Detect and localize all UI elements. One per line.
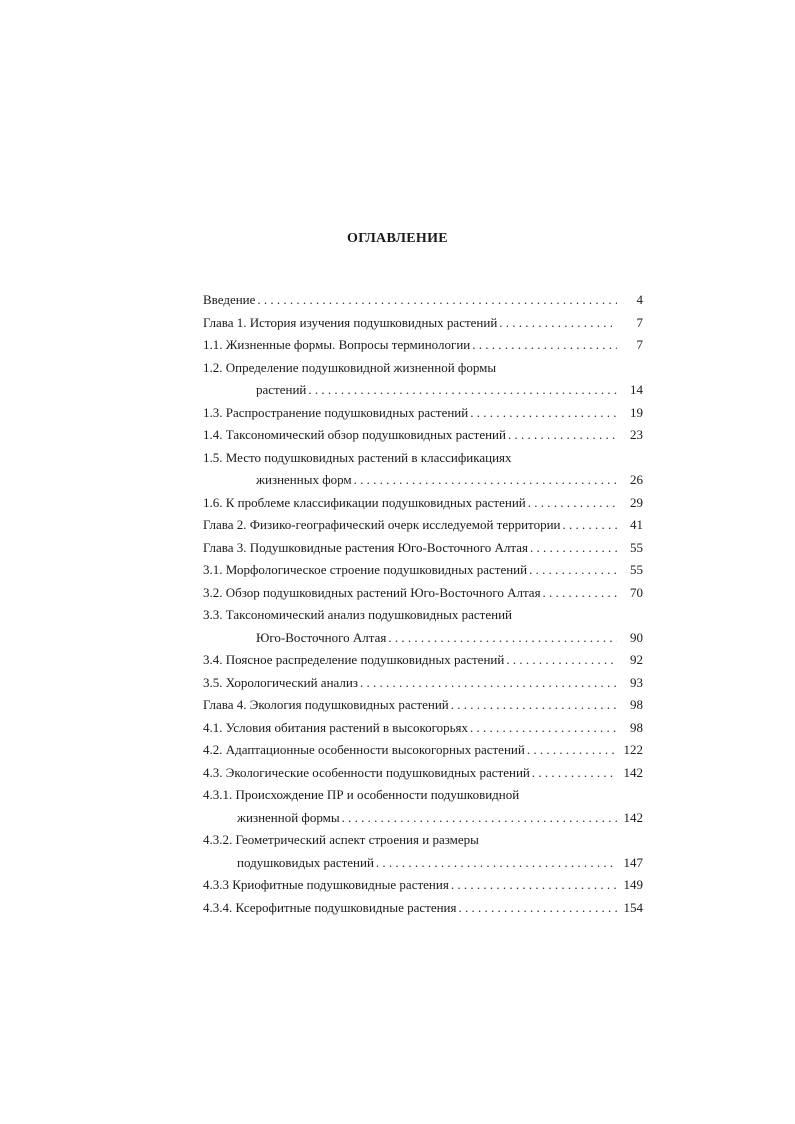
toc-entry-title: растений [256, 382, 307, 397]
toc-entry-title: 1.1. Жизненные формы. Вопросы терминологии [203, 337, 471, 352]
toc-entry-title: 1.2. Определение подушковидной жизненной формы [203, 359, 497, 375]
toc-entry-page: 29 [630, 494, 643, 510]
toc-entry-page: 93 [630, 674, 643, 690]
page-title: ОГЛАВЛЕНИЕ [347, 231, 448, 246]
toc-entry [203, 694, 643, 717]
toc-entry [203, 717, 643, 740]
toc-entry [203, 874, 643, 897]
leader-dots [451, 694, 617, 717]
toc-entry-page: 98 [630, 697, 643, 712]
toc-entry [203, 762, 643, 785]
toc-entry [203, 289, 643, 312]
toc-entry-title: 1.6. К проблеме классификации подушковидных растений [203, 494, 526, 510]
toc-entry-page: 23 [630, 427, 643, 442]
toc-entry-title: Юго-Восточного Алтая [256, 629, 387, 645]
toc-entry-title: 1.3. Распространение подушковидных растений [203, 404, 469, 420]
toc-entry-title: Глава 2. Физико-географический очерк исследуемой территории [203, 517, 561, 532]
toc-entry [203, 514, 643, 537]
leader-dots [562, 514, 617, 537]
leader-dots [508, 424, 617, 447]
toc-entry-title: 3.2. Обзор подушковидных растений Юго-Восточного Алтая [203, 584, 541, 600]
toc-entry-title: 3.4. Поясное распределение подушковидных растений [203, 652, 505, 667]
toc-entry [203, 604, 643, 627]
leader-dots [470, 402, 617, 425]
toc-entry-title: 4.3. Экологические особенности подушковидных растений [203, 764, 530, 780]
toc-entry-continuation [203, 627, 643, 650]
leader-dots [257, 289, 617, 312]
toc-entry-page: 90 [630, 629, 643, 645]
toc-entry [203, 829, 643, 852]
toc-entry-title: 1.5. Место подушковидных растений в классификациях [203, 449, 512, 465]
toc-entry-title: жизненных форм [256, 472, 352, 487]
toc-entry [203, 357, 643, 380]
toc-entry-title: 4.1. Условия обитания растений в высокогорьях [203, 719, 469, 735]
toc-entry [203, 897, 643, 920]
leader-dots [527, 739, 617, 762]
toc-entry-title: жизненной формы [237, 809, 340, 825]
toc-entry-title: Введение [203, 292, 256, 307]
toc-entry-title: Глава 1. История изучения подушковидных растений [203, 314, 498, 330]
toc-entry-page: 149 [623, 877, 643, 892]
toc-entry-title: подушковидых растений [237, 854, 374, 870]
toc-entry-page: 154 [623, 899, 643, 915]
toc-entry-title: 4.3.1. Происхождение ПР и особенности подушковидной [203, 787, 520, 802]
leader-dots [360, 672, 617, 695]
toc-entry-title: 3.3. Таксономический анализ подушковидных растений [203, 607, 512, 622]
toc-entry-title: 4.3.2. Геометрический аспект строения и размеры [203, 832, 479, 847]
toc-entry [203, 582, 643, 605]
leader-dots [530, 537, 617, 560]
toc-entry-title: 1.4. Таксономический обзор подушковидных растений [203, 427, 506, 442]
leader-dots [376, 852, 617, 875]
toc-entry-page: 7 [636, 314, 643, 330]
leader-dots [470, 717, 617, 740]
toc-entry [203, 672, 643, 695]
toc-entry-page: 4 [636, 292, 643, 307]
toc-entry [203, 492, 643, 515]
toc-entry [203, 334, 643, 357]
table-of-contents [203, 289, 643, 919]
toc-entry-page: 14 [630, 382, 643, 397]
toc-entry-continuation [203, 807, 643, 830]
toc-entry [203, 739, 643, 762]
toc-entry-page: 98 [630, 719, 643, 735]
toc-entry-page: 92 [630, 652, 643, 667]
toc-entry-title: Глава 4. Экология подушковидных растений [203, 697, 449, 712]
toc-entry-page: 55 [630, 562, 643, 577]
toc-entry [203, 447, 643, 470]
leader-dots [308, 379, 617, 402]
leader-dots [459, 897, 618, 920]
toc-entry-page: 55 [630, 539, 643, 555]
toc-entry-page: 7 [636, 337, 643, 352]
leader-dots [342, 807, 617, 830]
toc-entry-title: Глава 3. Подушковидные растения Юго-Восточного Алтая [203, 539, 528, 555]
toc-entry-page: 41 [630, 517, 643, 532]
toc-entry-page: 147 [623, 854, 643, 870]
toc-entry [203, 402, 643, 425]
leader-dots [499, 312, 617, 335]
toc-entry-page: 142 [623, 764, 643, 780]
toc-entry [203, 559, 643, 582]
toc-entry [203, 784, 643, 807]
leader-dots [506, 649, 617, 672]
toc-entry-title: 3.5. Хорологический анализ [203, 674, 358, 690]
toc-entry-title: 4.2. Адаптационные особенности высокогорных растений [203, 742, 525, 757]
toc-entry-title: 4.3.3 Криофитные подушковидные растения [203, 877, 449, 892]
toc-entry-continuation [203, 852, 643, 875]
toc-entry-title: 3.1. Морфологическое строение подушковидных растений [203, 562, 528, 577]
leader-dots [472, 334, 617, 357]
leader-dots [388, 627, 617, 650]
toc-entry-continuation [203, 379, 643, 402]
leader-dots [532, 762, 617, 785]
toc-entry [203, 312, 643, 335]
toc-entry-page: 26 [630, 472, 643, 487]
toc-entry-page: 70 [630, 584, 643, 600]
leader-dots [528, 492, 617, 515]
toc-entry [203, 649, 643, 672]
toc-entry [203, 424, 643, 447]
toc-entry [203, 537, 643, 560]
toc-entry-page: 142 [623, 809, 643, 825]
leader-dots [529, 559, 617, 582]
leader-dots [451, 874, 617, 897]
toc-entry-page: 19 [630, 404, 643, 420]
leader-dots [354, 469, 617, 492]
toc-entry-continuation [203, 469, 643, 492]
toc-entry-page: 122 [623, 742, 643, 757]
leader-dots [543, 582, 617, 605]
toc-entry-title: 4.3.4. Ксерофитные подушковидные растения [203, 899, 457, 915]
